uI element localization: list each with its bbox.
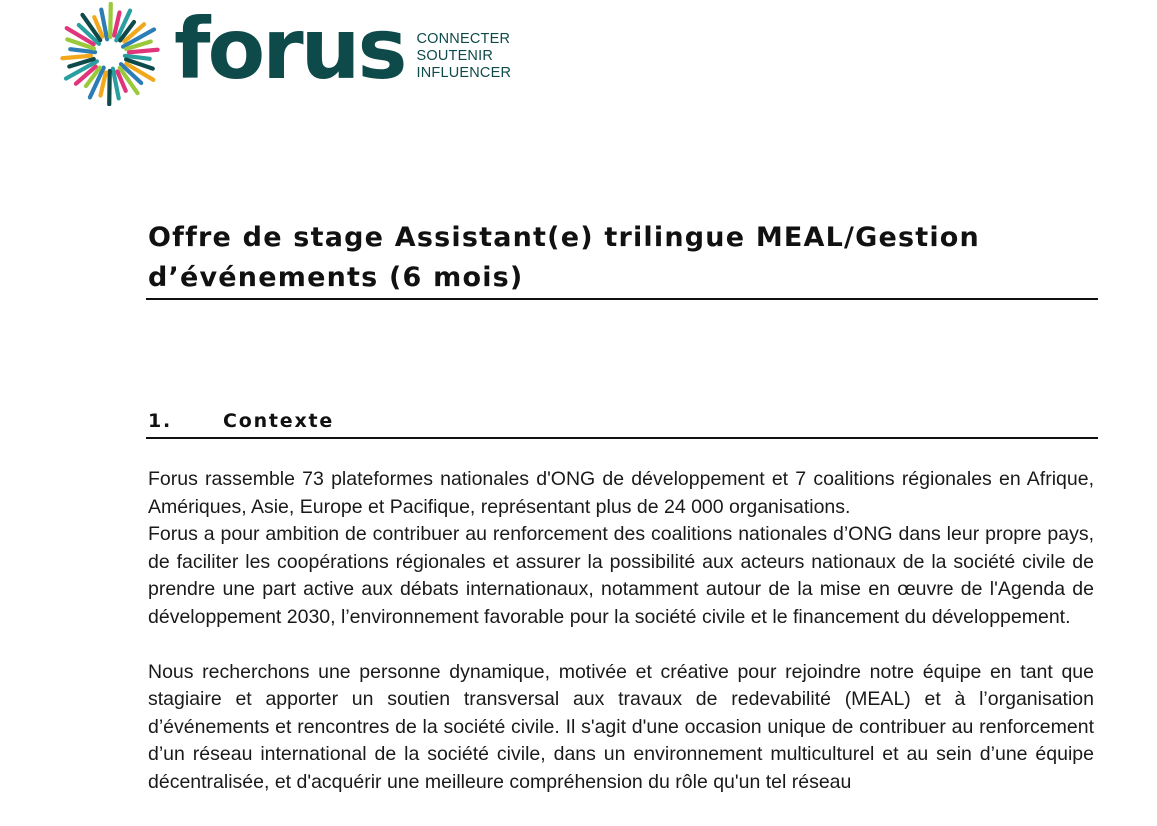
logo-ray (62, 56, 91, 59)
logo-ray (129, 50, 158, 53)
logo-wordmark: forus (174, 0, 405, 98)
tagline-line-3: INFLUENCER (416, 64, 512, 81)
logo-ray (109, 71, 110, 104)
logo-ray (110, 4, 111, 37)
section-divider (146, 437, 1098, 439)
section-heading (148, 407, 1098, 435)
header-logo (58, 2, 511, 106)
paragraph-2: Forus a pour ambition de contribuer au renforcement des coalitions nationales d’ONG dans leur propre pays, de faciliter les coopérations régionales et assurer la possibilité aux acteurs nationaux de la société civile de prendre une part active aux débats internationaux, notamment autour de la mise en œuvre de l'Agenda de développement 2030, l’environnement favorable pour la société civile et le financement du développement. (148, 523, 1094, 628)
page-title: Offre de stage Assistant(e) trilingue MEAL/Gestion d’événements (6 mois) (148, 222, 980, 293)
tagline-line-2: SOUTENIR (416, 47, 494, 64)
paragraph-3: Nous recherchons une personne dynamique, motivée et créative pour rejoindre notre équipe en tant que stagiaire et apporter un soutien transversal aux travaux de redevabilité (MEAL) et à l’organisation d’événements et rencontres de la société civile. Il s'agit d'une occasion unique de contribuer au renforcement d’un réseau international de la société civile, dans un environnement multiculturel et au sein d’une équipe décentralisée, et d'acquérir une meilleure compréhension du rôle qu'un tel réseau (148, 660, 1094, 793)
title-divider (146, 298, 1098, 300)
section-body (148, 466, 1094, 797)
logo-tagline (416, 31, 511, 82)
section-number: 1. (148, 410, 173, 432)
section-title: Contexte (223, 410, 335, 432)
tagline-line-1: CONNECTER (416, 30, 511, 47)
sunburst-logo-icon (58, 2, 162, 106)
paragraph-1: Forus rassemble 73 plateformes nationales d'ONG de développement et 7 coalitions régionales en Afrique, Amériques, Asie, Europe et Pacifique, représentant plus de 24 000 organisations. (148, 468, 1094, 518)
